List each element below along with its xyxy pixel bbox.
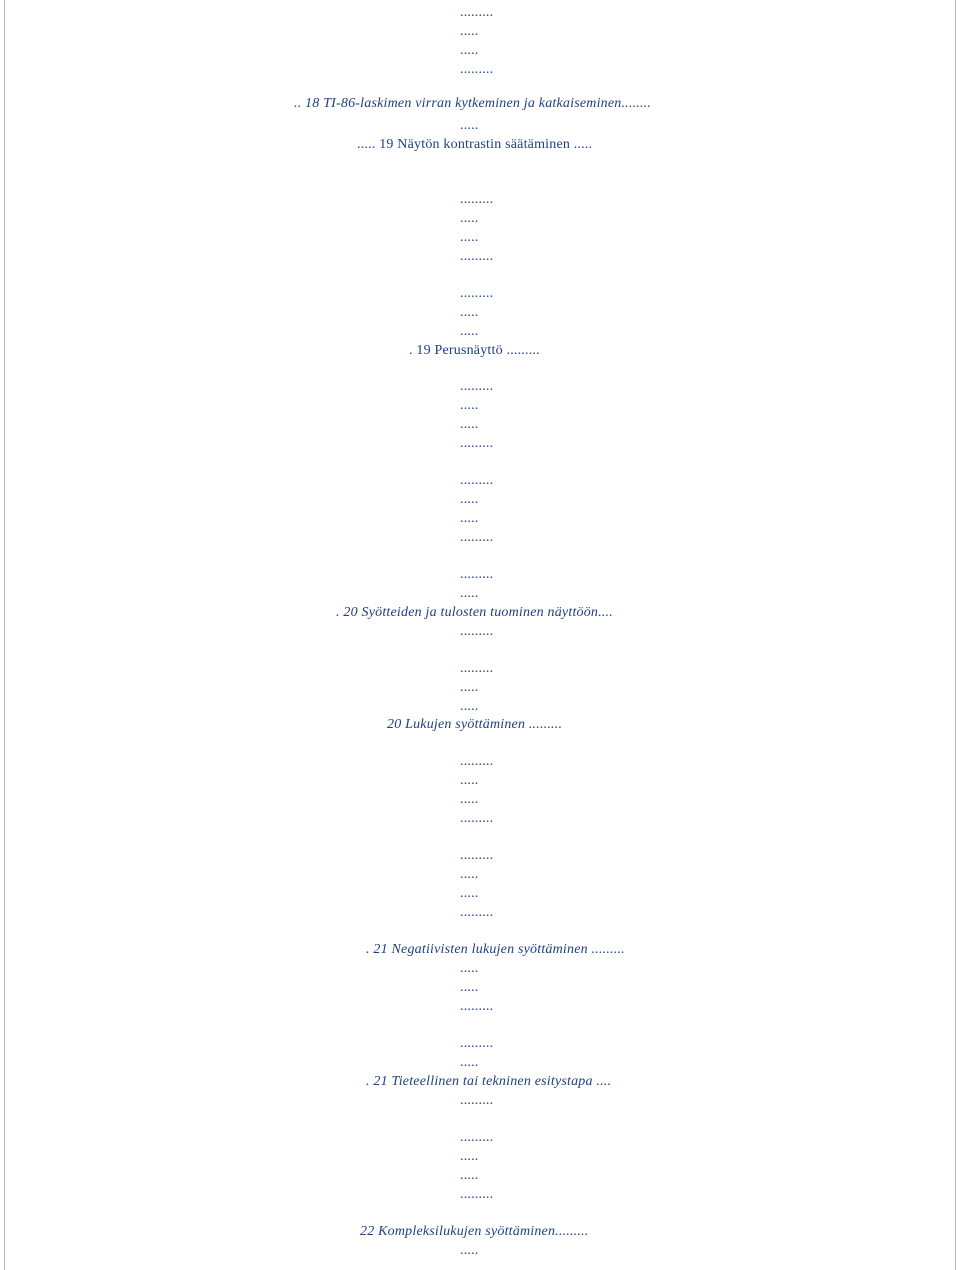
dot-leader: ..... bbox=[460, 417, 479, 432]
dot-leader: ......... bbox=[460, 249, 494, 264]
dot-leader: ..... bbox=[460, 1168, 479, 1183]
toc-entry-complex-numbers[interactable]: 22 Kompleksilukujen syöttäminen......... bbox=[360, 1224, 589, 1239]
dot-leader: ......... bbox=[460, 192, 494, 207]
dot-leader: ......... bbox=[460, 62, 494, 77]
dot-leader: ......... bbox=[460, 999, 494, 1014]
dot-leader: ......... bbox=[460, 286, 494, 301]
dot-leader: ..... bbox=[460, 961, 479, 976]
toc-entry-negative-numbers[interactable]: . 21 Negatiivisten lukujen syöttäminen ......... bbox=[366, 942, 625, 957]
dot-leader: ..... bbox=[460, 324, 479, 339]
dot-leader: ..... bbox=[460, 773, 479, 788]
dot-leader: ......... bbox=[460, 905, 494, 920]
dot-leader: ......... bbox=[460, 1130, 494, 1145]
dot-leader: ..... bbox=[460, 118, 479, 133]
dot-leader: ..... bbox=[460, 1055, 479, 1070]
dot-leader: ......... bbox=[460, 661, 494, 676]
dot-leader: ......... bbox=[460, 811, 494, 826]
dot-leader: ......... bbox=[460, 436, 494, 451]
dot-leader: ......... bbox=[460, 379, 494, 394]
dot-leader: ......... bbox=[460, 473, 494, 488]
dot-leader: ..... bbox=[460, 886, 479, 901]
page-left-border bbox=[4, 0, 5, 1270]
dot-leader: ..... bbox=[460, 1149, 479, 1164]
dot-leader: ..... bbox=[460, 230, 479, 245]
dot-leader: ..... bbox=[460, 586, 479, 601]
dot-leader: ..... bbox=[460, 492, 479, 507]
toc-entry-entering-numbers[interactable]: 20 Lukujen syöttäminen ......... bbox=[387, 717, 563, 732]
toc-entry-contrast[interactable]: ..... 19 Näytön kontrastin säätäminen ..... bbox=[357, 137, 593, 152]
toc-entry-power[interactable]: .. 18 TI-86-laskimen virran kytkeminen ja katkaiseminen........ bbox=[294, 96, 652, 111]
toc-entry-scientific-notation[interactable]: . 21 Tieteellinen tai tekninen esitystapa .... bbox=[366, 1074, 612, 1089]
dot-leader: ..... bbox=[460, 980, 479, 995]
dot-leader: ..... bbox=[460, 305, 479, 320]
dot-leader: ......... bbox=[460, 848, 494, 863]
dot-leader: ..... bbox=[460, 398, 479, 413]
dot-leader: ..... bbox=[460, 699, 479, 714]
dot-leader: ..... bbox=[460, 867, 479, 882]
dot-leader: ......... bbox=[460, 530, 494, 545]
dot-leader: ......... bbox=[460, 5, 494, 20]
dot-leader: ......... bbox=[460, 567, 494, 582]
dot-leader: ......... bbox=[460, 1036, 494, 1051]
dot-leader: ..... bbox=[460, 24, 479, 39]
toc-entry-home-screen[interactable]: . 19 Perusnäyttö ......... bbox=[409, 343, 540, 358]
page-right-border bbox=[955, 0, 956, 1270]
dot-leader: ..... bbox=[460, 43, 479, 58]
dot-leader: ..... bbox=[460, 211, 479, 226]
dot-leader: ......... bbox=[460, 1093, 494, 1108]
toc-entry-input-output[interactable]: . 20 Syötteiden ja tulosten tuominen näyttöön.... bbox=[336, 605, 613, 620]
dot-leader: ......... bbox=[460, 624, 494, 639]
dot-leader: ..... bbox=[460, 792, 479, 807]
dot-leader: ......... bbox=[460, 754, 494, 769]
dot-leader: ..... bbox=[460, 1243, 479, 1258]
dot-leader: ......... bbox=[460, 1187, 494, 1202]
dot-leader: ..... bbox=[460, 680, 479, 695]
dot-leader: ..... bbox=[460, 511, 479, 526]
